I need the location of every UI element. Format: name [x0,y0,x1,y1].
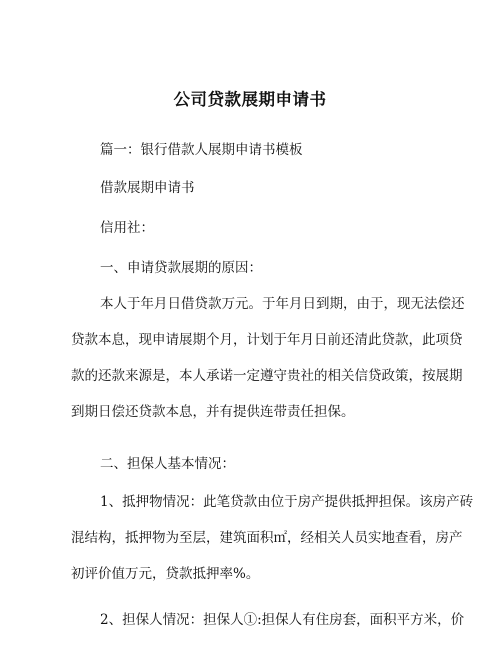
text-line: 贷款本息，现申请展期个月，计划于年月日前还清此贷款，此项贷 [71,332,463,348]
paragraph-guarantor-info [71,612,465,650]
text-line: 本人于年月日借贷款万元。于年月日到期，由于，现无法偿还 [100,296,465,312]
section-heading-guarantor: 二、担保人基本情况： [100,456,235,472]
paragraph-heading-template: 篇一：银行借款人展期申请书模板 [100,142,303,158]
paragraph-collateral [71,494,474,604]
paragraph-subtitle: 借款展期申请书 [100,180,195,196]
text-line: 1、抵押物情况：此笔贷款由位于房产提供抵押担保。该房产砖 [100,494,474,510]
paragraph-addressee: 信用社： [100,220,154,236]
text-line: 款的还款来源是，本人承诺一定遵守贵社的相关信贷政策，按展期 [71,368,463,384]
text-line: 初评价值万元，贷款抵押率%。 [71,566,260,582]
document-title: 公司贷款展期申请书 [173,90,327,109]
paragraph-reason-body [71,296,465,442]
text-line: 到期日偿还贷款本息，并有提供连带责任担保。 [71,404,355,420]
text-line: 混结构，抵押物为至层，建筑面积㎡，经相关人员实地查看，房产 [71,530,463,546]
text-line: 2、担保人情况：担保人①:担保人有住房套，面积平方米，价 [100,612,465,628]
section-heading-reason: 一、申请贷款展期的原因： [100,260,262,276]
